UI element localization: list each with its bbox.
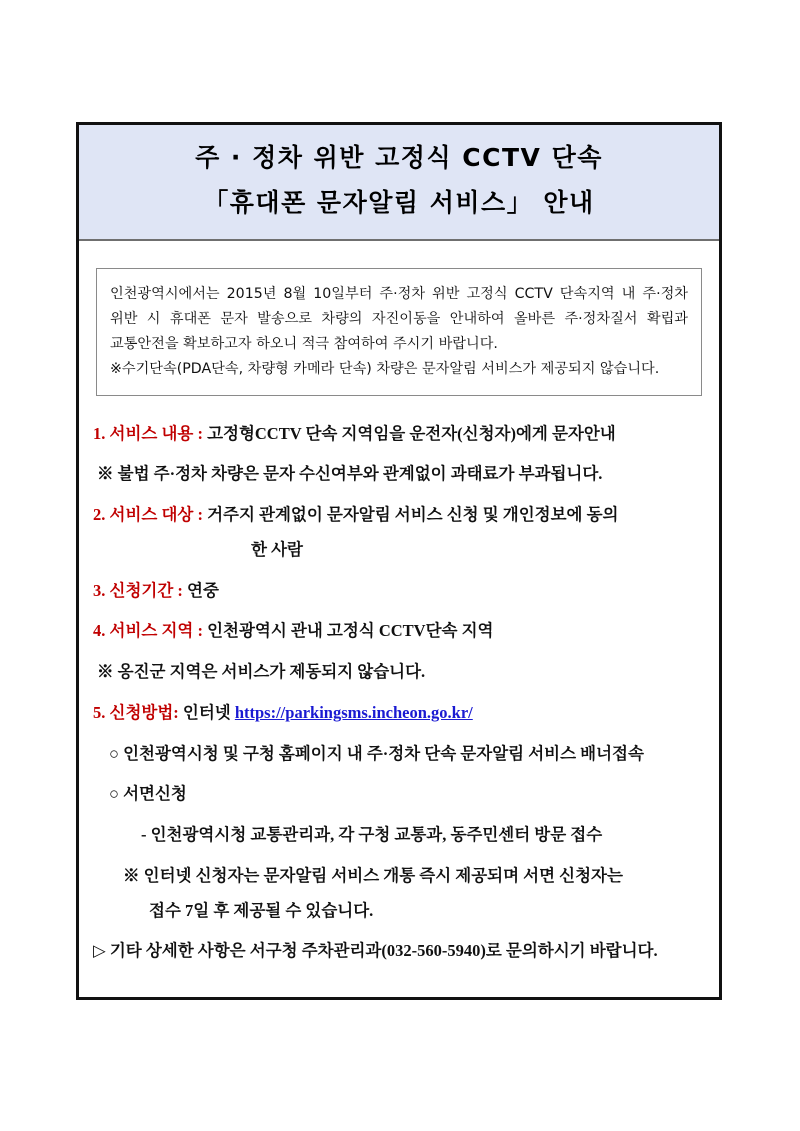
list-item-1 [93,422,703,447]
item-2-label: 2. 서비스 대상 : [93,505,203,525]
note-2: ※ 옹진군 지역은 서비스가 제동되지 않습니다. [97,662,426,682]
title-banner [79,125,719,241]
item-2-continuation: 한 사람 [251,539,303,559]
note-3: ※ 인터넷 신청자는 문자알림 서비스 개통 즉시 제공되며 서면 신청자는 [123,865,623,885]
body-list [79,396,719,965]
item-5-label: 5. 신청방법: [93,702,179,722]
item-3-label: 3. 신청기간 : [93,580,183,600]
application-url-link[interactable]: https://parkingsms.incheon.go.kr/ [234,702,473,722]
item-1-text: 고정형CCTV 단속 지역임을 운전자(신청자)에게 문자안내 [207,423,616,443]
note-3-continuation: 접수 7일 후 제공될 수 있습니다. [149,900,374,920]
item-3-text: 연중 [187,580,219,600]
title-line-2: 「휴대폰 문자알림 서비스」 안내 [203,187,595,217]
item-2-text: 거주지 관계없이 문자알림 서비스 신청 및 개인정보에 동의 [207,505,619,525]
intro-note: ※수기단속(PDA단속, 차량형 카메라 단속) 차량은 문자알림 서비스가 제공되지 않습니다. [110,361,660,378]
list-item-5 [93,701,703,726]
item-5-text: 인터넷 [182,702,231,722]
final-contact-line: ▷ 기타 상세한 사항은 서구청 주차관리과(032-560-5940)로 문의하시기 바랍니다. [93,941,658,961]
list-item-3 [93,579,703,604]
list-item-4 [93,619,703,644]
title-line-1: 주 · 정차 위반 고정식 CCTV 단속 [195,143,603,172]
intro-box [96,268,702,396]
intro-section [79,241,719,396]
bullet-item-1: ○ 인천광역시청 및 구청 홈페이지 내 주·정차 단속 문자알림 서비스 배너접속 [109,743,644,763]
intro-paragraph: 인천광역시에서는 2015년 8월 10일부터 주·정차 위반 고정식 CCTV 단속지역 내 주·정차 위반 시 휴대폰 문자 발송으로 차량의 자진이동을 안내하여 올바른 주·정차질서 확립과 교통안전을 확보하고자 하오니 적극 참여하여 주시기 바랍니다. [110,285,688,353]
note-1: ※ 불법 주·정차 차량은 문자 수신여부와 관계없이 과태료가 부과됩니다. [97,464,603,484]
item-4-text: 인천광역시 관내 고정식 CCTV단속 지역 [207,621,494,641]
item-4-label: 4. 서비스 지역 : [93,621,203,641]
item-1-label: 1. 서비스 내용 : [93,423,203,443]
bullet-item-2: ○ 서면신청 [109,784,187,804]
list-item-2 [93,503,703,528]
dash-item-1: - 인천광역시청 교통관리과, 각 구청 교통과, 동주민센터 방문 접수 [141,825,603,845]
notice-frame [76,122,722,1000]
